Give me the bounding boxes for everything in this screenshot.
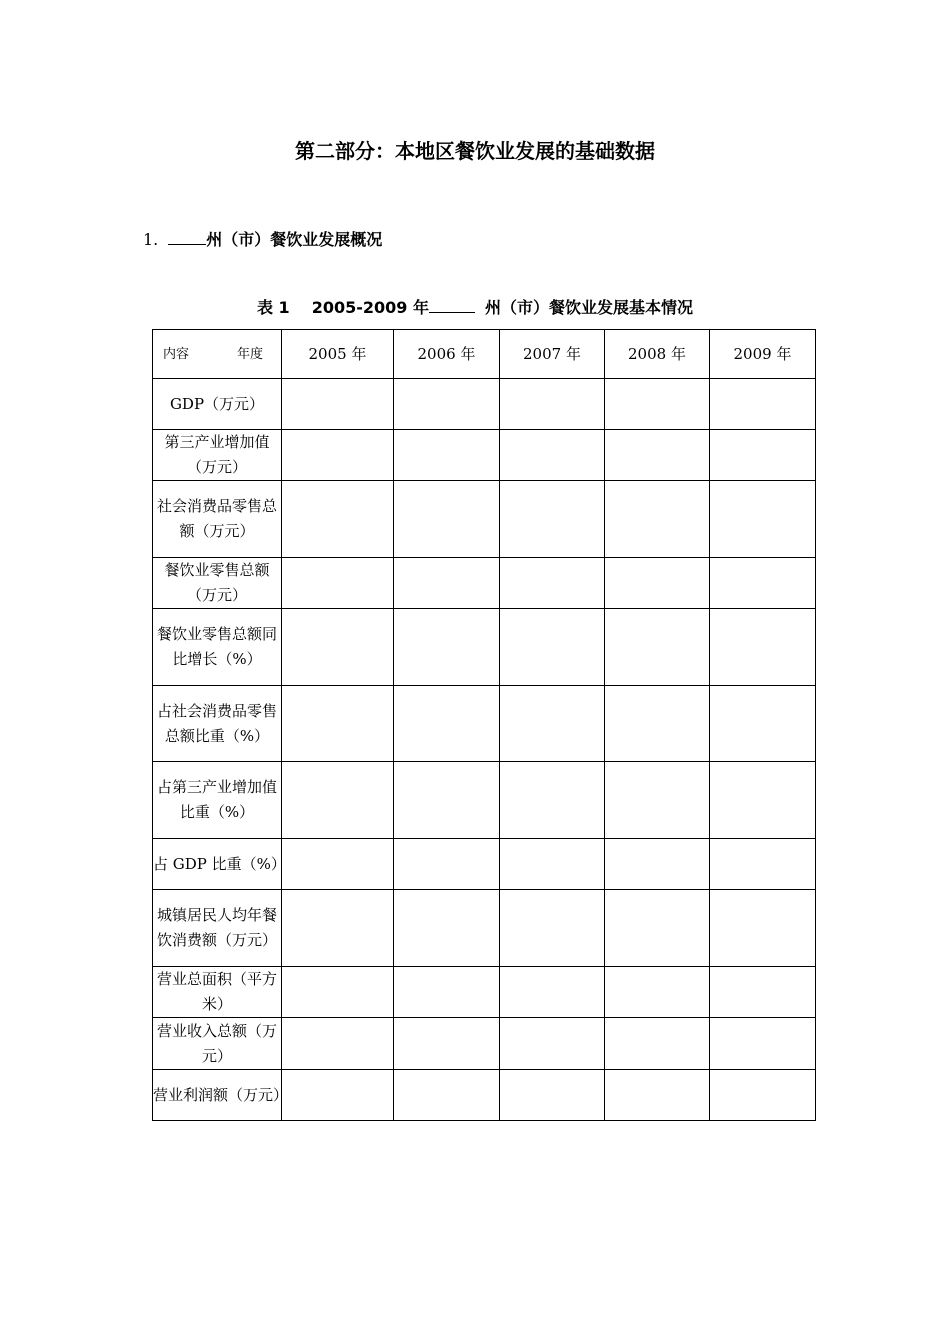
data-entry-cell[interactable] — [500, 558, 605, 609]
data-entry-cell[interactable] — [710, 890, 816, 967]
data-entry-cell[interactable] — [394, 967, 500, 1018]
data-entry-cell[interactable] — [605, 967, 710, 1018]
page-title: 第二部分：本地区餐饮业发展的基础数据 — [295, 139, 655, 163]
section-heading — [143, 226, 382, 252]
data-entry-cell[interactable] — [282, 379, 394, 430]
row-label: GDP（万元） — [153, 379, 282, 430]
table-row — [153, 481, 816, 558]
header-corner-cell — [153, 330, 282, 379]
row-label: 营业总面积（平方米） — [153, 967, 282, 1018]
data-entry-cell[interactable] — [500, 481, 605, 558]
data-entry-cell[interactable] — [605, 609, 710, 686]
data-entry-cell[interactable] — [282, 1018, 394, 1070]
data-entry-cell[interactable] — [500, 839, 605, 890]
data-entry-cell[interactable] — [500, 686, 605, 762]
table-row — [153, 967, 816, 1018]
data-entry-cell[interactable] — [605, 379, 710, 430]
row-label: 占 GDP 比重（%） — [153, 839, 282, 890]
data-entry-cell[interactable] — [710, 430, 816, 481]
row-label: 营业收入总额（万元） — [153, 1018, 282, 1070]
data-entry-cell[interactable] — [500, 430, 605, 481]
data-entry-cell[interactable] — [282, 890, 394, 967]
data-entry-cell[interactable] — [500, 379, 605, 430]
data-entry-cell[interactable] — [605, 762, 710, 839]
row-label: 占社会消费品零售总额比重（%） — [153, 686, 282, 762]
data-entry-cell[interactable] — [394, 481, 500, 558]
fill-in-blank-prefecture-caption[interactable] — [429, 296, 475, 313]
data-entry-cell[interactable] — [282, 839, 394, 890]
data-entry-cell[interactable] — [500, 1018, 605, 1070]
row-label: 第三产业增加值（万元） — [153, 430, 282, 481]
data-table — [152, 329, 816, 1121]
data-entry-cell[interactable] — [605, 558, 710, 609]
table-number: 表 1 — [256, 298, 290, 317]
header-year-2005: 2005 年 — [282, 330, 394, 379]
data-entry-cell[interactable] — [710, 1018, 816, 1070]
data-entry-cell[interactable] — [394, 890, 500, 967]
data-entry-cell[interactable] — [710, 1070, 816, 1121]
row-label: 占第三产业增加值比重（%） — [153, 762, 282, 839]
row-label: 营业利润额（万元） — [153, 1070, 282, 1121]
data-entry-cell[interactable] — [394, 1070, 500, 1121]
data-entry-cell[interactable] — [282, 686, 394, 762]
table-header-row — [153, 330, 816, 379]
data-entry-cell[interactable] — [710, 609, 816, 686]
data-entry-cell[interactable] — [394, 762, 500, 839]
data-entry-cell[interactable] — [500, 762, 605, 839]
header-year-2007: 2007 年 — [500, 330, 605, 379]
table-row — [153, 762, 816, 839]
data-entry-cell[interactable] — [394, 430, 500, 481]
header-year-2006: 2006 年 — [394, 330, 500, 379]
table-row — [153, 609, 816, 686]
data-entry-cell[interactable] — [710, 379, 816, 430]
data-entry-cell[interactable] — [710, 839, 816, 890]
data-entry-cell[interactable] — [282, 609, 394, 686]
data-entry-cell[interactable] — [710, 967, 816, 1018]
row-label: 餐饮业零售总额同比增长（%） — [153, 609, 282, 686]
table-caption-text: 州（市）餐饮业发展基本情况 — [484, 298, 693, 317]
data-entry-cell[interactable] — [710, 762, 816, 839]
row-label: 社会消费品零售总额（万元） — [153, 481, 282, 558]
data-entry-cell[interactable] — [605, 890, 710, 967]
data-entry-cell[interactable] — [605, 1070, 710, 1121]
table-row — [153, 890, 816, 967]
table-row — [153, 558, 816, 609]
data-entry-cell[interactable] — [394, 379, 500, 430]
data-entry-cell[interactable] — [605, 839, 710, 890]
header-year-label: 年度 — [236, 346, 263, 362]
table-row — [153, 839, 816, 890]
row-label: 餐饮业零售总额（万元） — [153, 558, 282, 609]
table-row — [153, 686, 816, 762]
data-entry-cell[interactable] — [605, 430, 710, 481]
data-entry-cell[interactable] — [710, 686, 816, 762]
table-row — [153, 430, 816, 481]
data-entry-cell[interactable] — [394, 686, 500, 762]
data-entry-cell[interactable] — [282, 1070, 394, 1121]
table-row — [153, 1018, 816, 1070]
data-entry-cell[interactable] — [500, 1070, 605, 1121]
section-number: 1. — [143, 230, 159, 249]
table-caption-years: 2005-2009 年 — [311, 298, 429, 317]
row-label: 城镇居民人均年餐饮消费额（万元） — [153, 890, 282, 967]
data-entry-cell[interactable] — [282, 967, 394, 1018]
data-entry-cell[interactable] — [500, 967, 605, 1018]
data-entry-cell[interactable] — [394, 839, 500, 890]
data-entry-cell[interactable] — [394, 1018, 500, 1070]
table-row — [153, 379, 816, 430]
data-entry-cell[interactable] — [605, 481, 710, 558]
header-year-2008: 2008 年 — [605, 330, 710, 379]
data-entry-cell[interactable] — [500, 609, 605, 686]
table-body — [153, 379, 816, 1121]
data-entry-cell[interactable] — [710, 558, 816, 609]
fill-in-blank-prefecture[interactable] — [168, 226, 206, 245]
header-content-label: 内容 — [163, 346, 190, 362]
data-entry-cell[interactable] — [394, 609, 500, 686]
data-entry-cell[interactable] — [282, 430, 394, 481]
data-entry-cell[interactable] — [282, 762, 394, 839]
header-year-2009: 2009 年 — [710, 330, 816, 379]
data-entry-cell[interactable] — [282, 481, 394, 558]
data-entry-cell[interactable] — [500, 890, 605, 967]
data-entry-cell[interactable] — [710, 481, 816, 558]
table-caption — [0, 296, 950, 320]
data-entry-cell[interactable] — [394, 558, 500, 609]
data-entry-cell[interactable] — [605, 1018, 710, 1070]
section-heading-text: 州（市）餐饮业发展概况 — [206, 230, 383, 249]
data-entry-cell[interactable] — [282, 558, 394, 609]
data-entry-cell[interactable] — [605, 686, 710, 762]
table-row — [153, 1070, 816, 1121]
